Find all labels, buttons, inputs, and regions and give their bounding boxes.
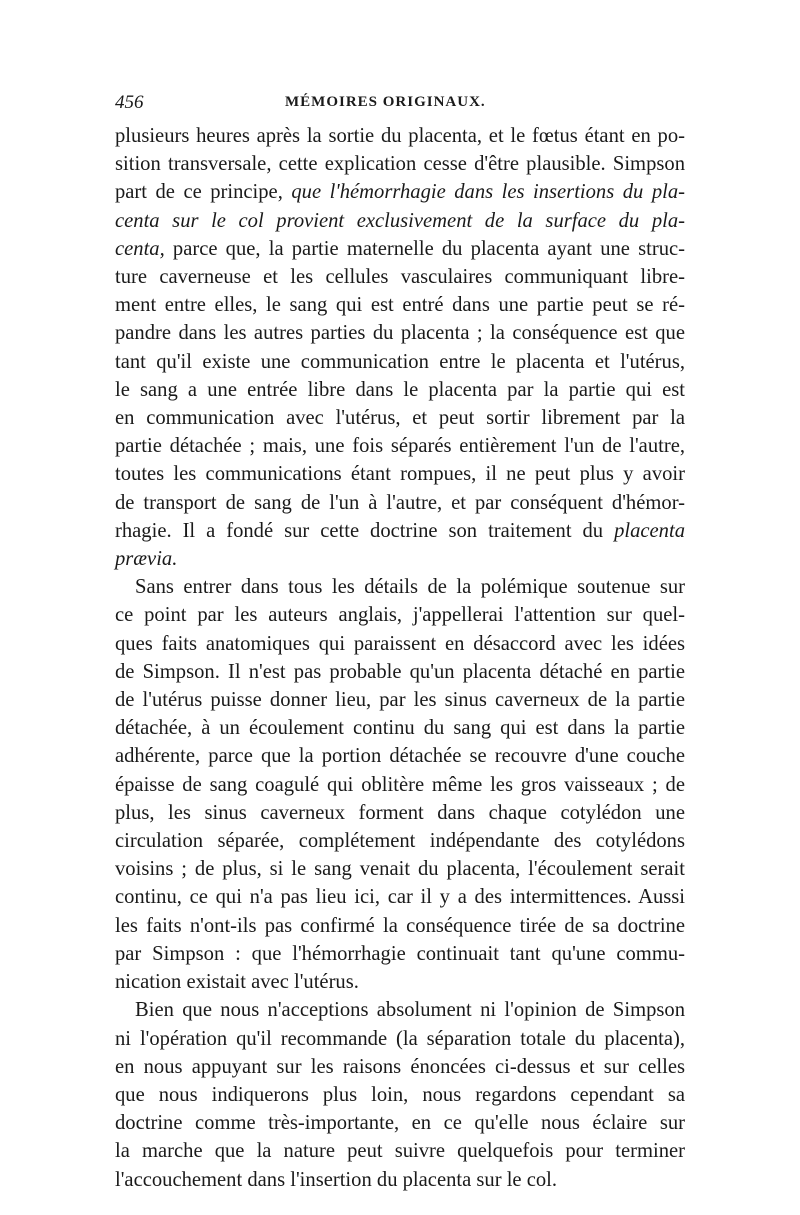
- text-line: plusieurs heures après la sortie du placenta, et le fœtus étant en po-: [115, 125, 685, 147]
- book-page: [115, 92, 685, 1194]
- text-line: adhérente, parce que la portion détachée se recouvre d'une couche: [115, 745, 685, 768]
- text-line: partie détachée ; mais, une fois séparés entièrement l'un de l'autre,: [115, 435, 685, 458]
- text-line: part de ce principe, que l'hémorrhagie dans les insertions du pla-: [115, 181, 686, 204]
- text-line: ce point par les auteurs anglais, j'appellerai l'attention sur quel-: [115, 604, 685, 627]
- text-line: toutes les communications étant rompues, il ne peut plus y avoir: [115, 463, 685, 486]
- text-line: l'accouchement dans l'insertion du placenta sur le col.: [115, 1168, 558, 1191]
- text-line: rhagie. Il a fondé sur cette doctrine son traitement du placenta: [115, 519, 685, 542]
- italic-text: prævia.: [115, 548, 178, 571]
- italic-text: que l'hémorrhagie dans les insertions du pla-: [291, 181, 686, 204]
- italic-text: centa,: [115, 237, 165, 260]
- page-header: [115, 92, 685, 118]
- text-line: la marche que la nature peut suivre quelquefois pour terminer: [115, 1140, 685, 1163]
- text-line: de Simpson. Il n'est pas probable qu'un placenta détaché en partie: [115, 660, 685, 683]
- text-line: [115, 545, 685, 573]
- text-line: épaisse de sang coagulé qui oblitère même les gros vaisseaux ; de: [115, 773, 685, 796]
- text-line: le sang a une entrée libre dans le placenta par la partie qui est: [115, 378, 685, 401]
- text-line: Sans entrer dans tous les détails de la polémique soutenue sur: [135, 576, 685, 599]
- text-line: continu, ce qui n'a pas lieu ici, car il y a des intermittences. Aussi: [115, 886, 685, 909]
- text-line: voisins ; de plus, si le sang venait du placenta, l'écoulement serait: [115, 858, 685, 881]
- text-line: sition transversale, cette explication cesse d'être plausible. Simpson: [115, 153, 685, 176]
- text-line: Bien que nous n'acceptions absolument ni l'opinion de Simpson: [135, 999, 685, 1022]
- text-line: les faits n'ont-ils pas confirmé la conséquence tirée de sa doctrine: [115, 914, 685, 937]
- text-line: pandre dans les autres parties du placenta ; la conséquence est que: [115, 322, 685, 345]
- text-line: plus, les sinus caverneux forment dans chaque cotylédon une: [115, 801, 685, 824]
- text-line: que nous indiquerons plus loin, nous regardons cependant sa: [115, 1083, 685, 1106]
- text-line: ment entre elles, le sang qui est entré dans une partie peut se ré-: [115, 294, 685, 317]
- text-line: en communication avec l'utérus, et peut sortir librement par la: [115, 407, 685, 430]
- italic-text: centa sur le col provient exclusivement de la surface du pla-: [115, 209, 685, 232]
- text-line: ture caverneuse et les cellules vasculaires communiquant libre-: [115, 266, 685, 289]
- page-number: 456: [115, 92, 144, 113]
- text-line: doctrine comme très-importante, en ce qu'elle nous éclaire sur: [115, 1112, 685, 1135]
- text-line: en nous appuyant sur les raisons énoncées ci-dessus et sur celles: [115, 1055, 685, 1078]
- body-text: [115, 122, 685, 1194]
- text-line: détachée, à un écoulement continu du sang qui est dans la partie: [115, 717, 685, 740]
- text-line: ques faits anatomiques qui paraissent en désaccord avec les idées: [115, 632, 685, 655]
- text-line: de l'utérus puisse donner lieu, par les sinus caverneux de la partie: [115, 689, 685, 712]
- text-line: circulation séparée, complétement indépendante des cotylédons: [115, 830, 685, 853]
- text-line: de transport de sang de l'un à l'autre, et par conséquent d'hémor-: [115, 491, 685, 514]
- text-line: centa, parce que, la partie maternelle du placenta ayant une struc-: [115, 237, 685, 260]
- italic-text: placenta: [614, 519, 685, 542]
- text-line: tant qu'il existe une communication entre le placenta et l'utérus,: [115, 350, 685, 373]
- text-line: nication existait avec l'utérus.: [115, 971, 359, 994]
- text-line: par Simpson : que l'hémorrhagie continuait tant qu'une commu-: [115, 942, 685, 965]
- running-title: MÉMOIRES ORIGINAUX.: [285, 94, 486, 110]
- text-line: [115, 207, 685, 235]
- text-line: ni l'opération qu'il recommande (la séparation totale du placenta),: [115, 1027, 685, 1050]
